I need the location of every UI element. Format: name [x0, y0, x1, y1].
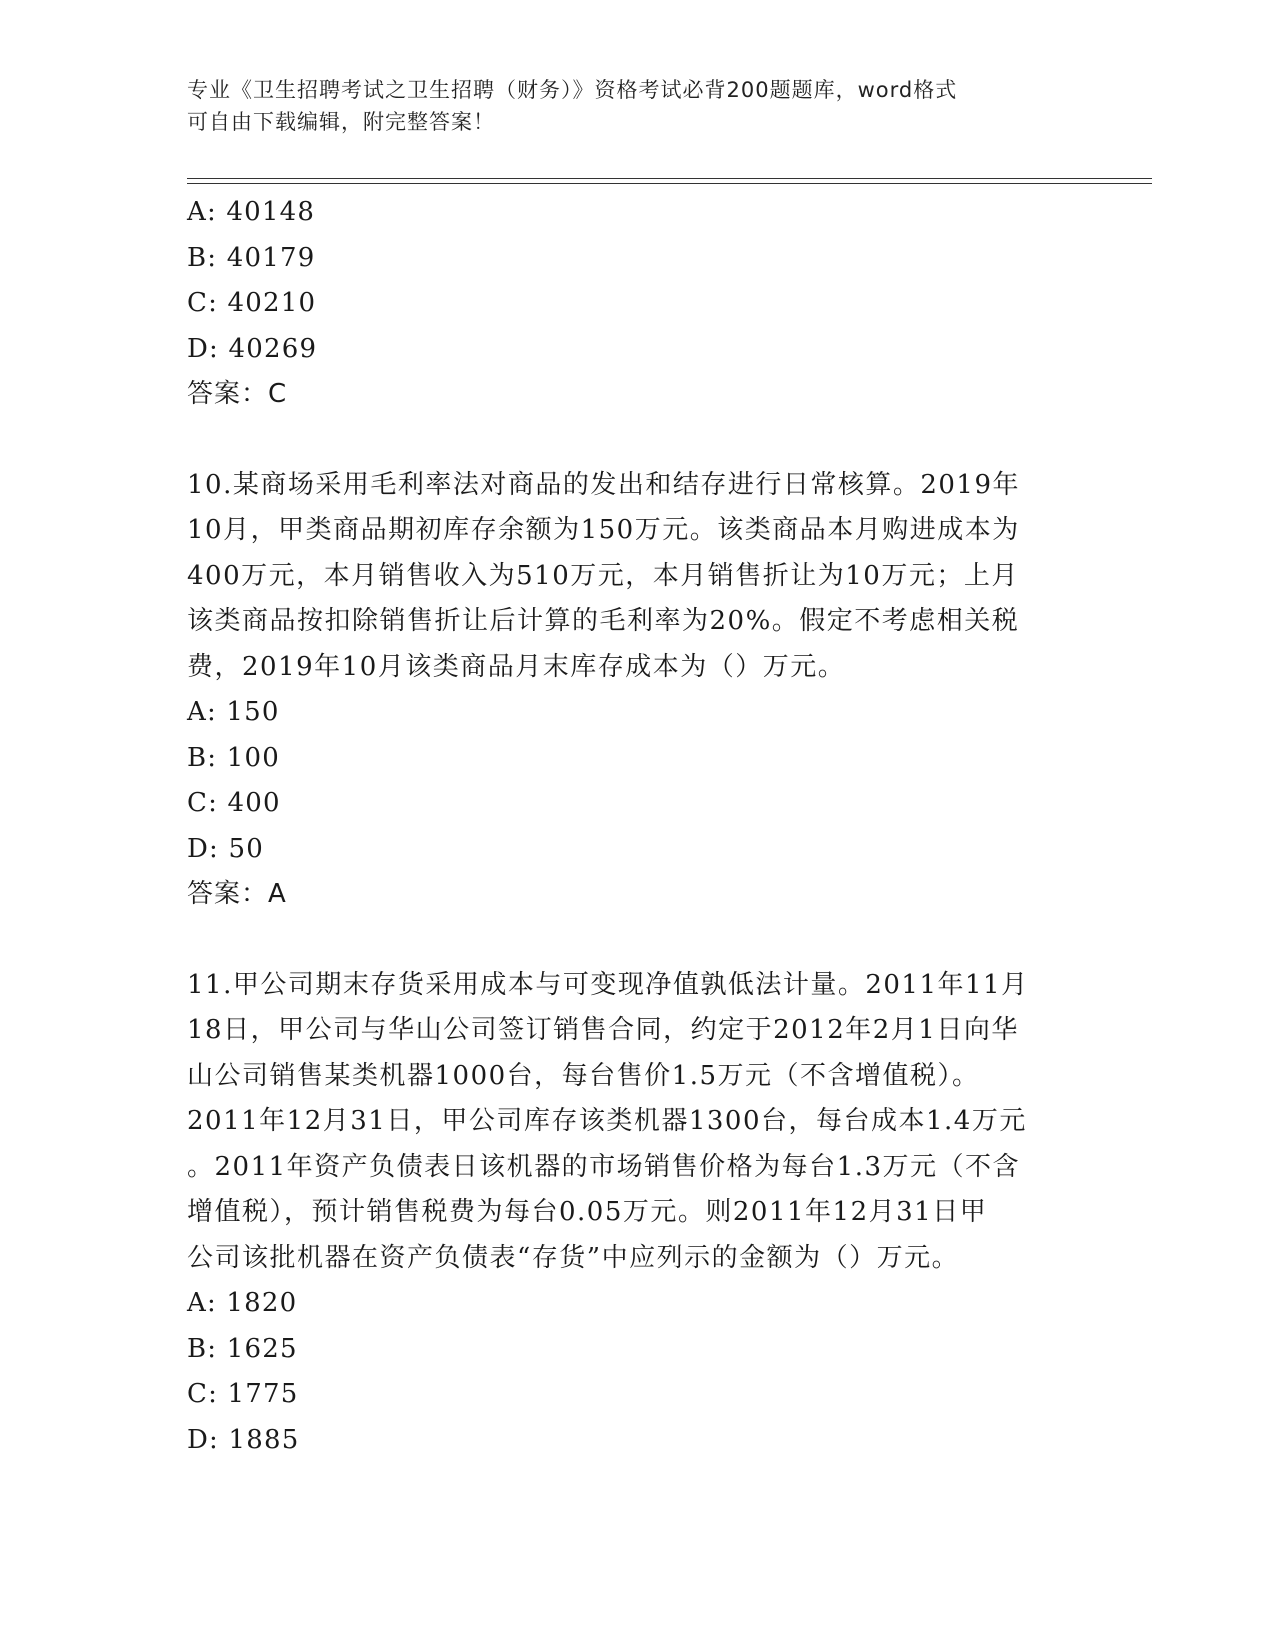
- option-c: C: 40210: [187, 288, 317, 318]
- answer: 答案：A: [187, 879, 287, 909]
- question-text-line: 2011年12月31日，甲公司库存该类机器1300台，每台成本1.4万元: [187, 1106, 1027, 1136]
- question-text-line: 18日，甲公司与华山公司签订销售合同，约定于2012年2月1日向华: [187, 1015, 1019, 1045]
- question-text-line: 。2011年资产负债表日该机器的市场销售价格为每台1.3万元（不含: [187, 1151, 1021, 1182]
- question-11-block: [187, 963, 1087, 1282]
- question-text-line: 400万元，本月销售收入为510万元，本月销售折让为10万元；上月: [187, 560, 1019, 591]
- question-11-options: [187, 1281, 1087, 1463]
- question-text-line: 11.甲公司期末存货采用成本与可变现净值孰低法计量。2011年11月: [187, 969, 1029, 1000]
- option-d: D: 1885: [187, 1424, 300, 1455]
- question-text-line: 该类商品按扣除销售折让后计算的毛利率为20%。假定不考虑相关税: [187, 606, 1020, 636]
- spacer: [187, 918, 1087, 963]
- question-text-line: 山公司销售某类机器1000台，每台售价1.5万元（不含增值税）。: [187, 1060, 980, 1091]
- header-line-1: 专业《卫生招聘考试之卫生招聘（财务）》资格考试必背200题题库，word格式: [187, 78, 958, 102]
- option-a: A: 150: [187, 697, 280, 727]
- header-divider-top: [187, 178, 1152, 179]
- question-10-block: [187, 463, 1087, 691]
- question-text-line: 增值税），预计销售税费为每台0.05万元。则2011年12月31日甲: [187, 1197, 988, 1227]
- option-a: A: 1820: [187, 1288, 298, 1318]
- document-header: [187, 74, 1087, 138]
- option-b: B: 40179: [187, 242, 316, 273]
- question-9-block: [187, 190, 1087, 418]
- answer: 答案：C: [187, 379, 288, 409]
- option-a: A: 40148: [187, 197, 316, 227]
- question-text-line: 费，2019年10月该类商品月末库存成本为（）万元。: [187, 651, 846, 682]
- question-text-line: 10月，甲类商品期初库存余额为150万元。该类商品本月购进成本为: [187, 515, 1020, 545]
- question-text-line: 公司该批机器在资产负债表“存货”中应列示的金额为（）万元。: [187, 1242, 960, 1273]
- option-d: D: 40269: [187, 333, 318, 364]
- document-body: [187, 190, 1087, 1463]
- header-divider-bottom: [187, 183, 1152, 184]
- question-text-line: 10.某商场采用毛利率法对商品的发出和结存进行日常核算。2019年: [187, 469, 1021, 500]
- option-b: B: 1625: [187, 1333, 298, 1364]
- header-line-2: 可自由下载编辑，附完整答案！: [187, 110, 495, 134]
- question-10-options: [187, 690, 1087, 918]
- option-d: D: 50: [187, 833, 264, 864]
- spacer: [187, 418, 1087, 463]
- option-b: B: 100: [187, 742, 280, 773]
- option-c: C: 400: [187, 788, 281, 818]
- option-c: C: 1775: [187, 1379, 299, 1409]
